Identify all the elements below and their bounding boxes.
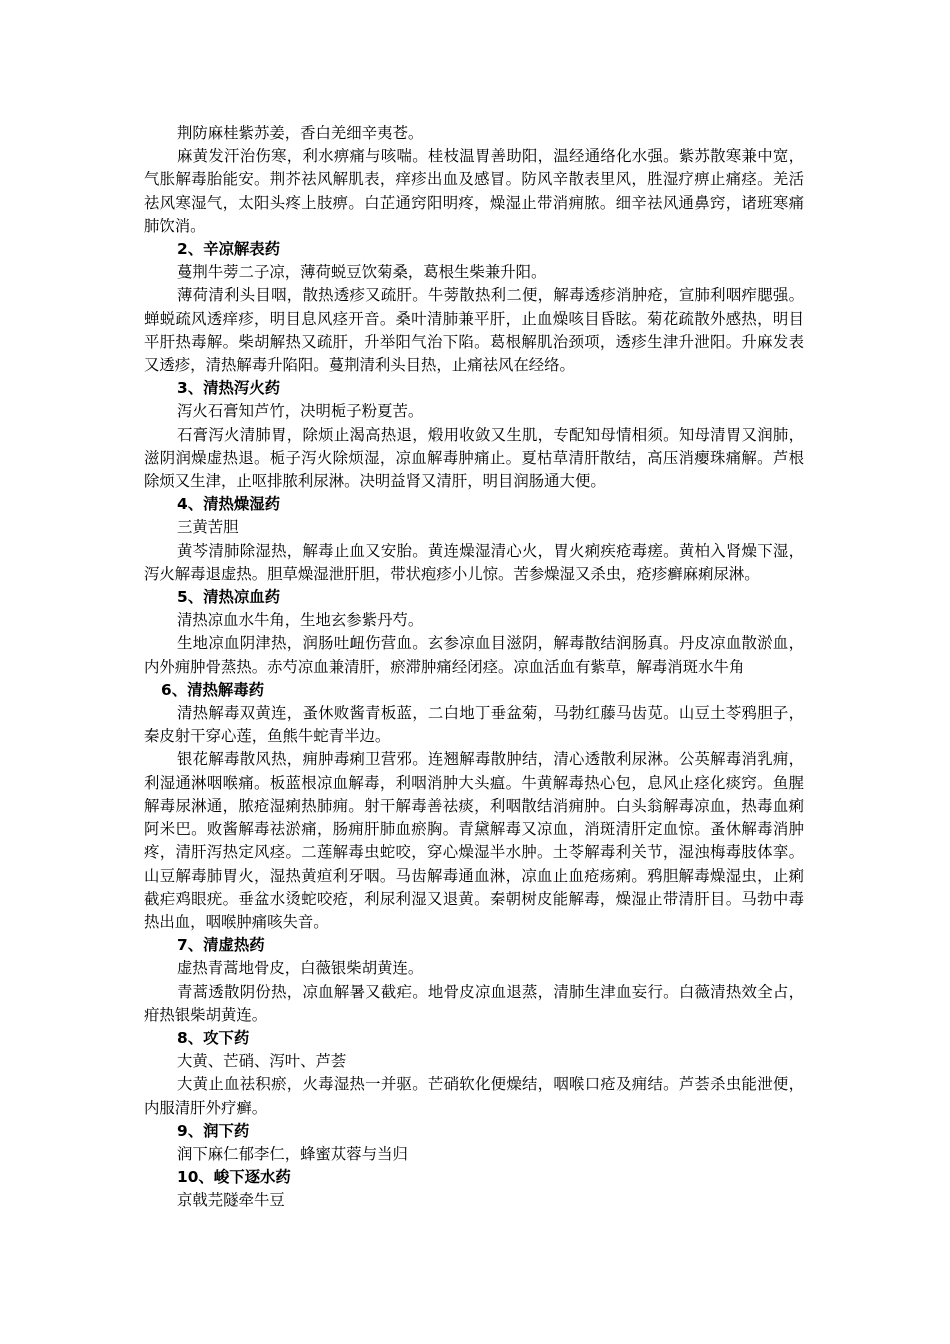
- paragraph-verse: 清热解毒双黄连，蚤休败酱青板蓝，二白地丁垂盆菊，马勃红藤马齿苋。山豆土苓鸦胆子，秦皮射干穿心莲，鱼熊牛蛇青半边。: [144, 704, 804, 746]
- section-heading: 2、辛凉解表药: [177, 240, 281, 259]
- paragraph: 大黄止血祛积瘀，火毒湿热一并驱。芒硝软化便燥结，咽喉口疮及痈结。芦荟杀虫能泄便，内服清肝外疗癣。: [144, 1075, 804, 1117]
- paragraph: 石膏泻火清肺胃，除烦止渴高热退，煅用收敛又生肌，专配知母情相须。知母清胃又润肺，滋阴润燥虚热退。栀子泻火除烦湿，凉血解毒肿痛止。夏枯草清肝散结，高压消瘿珠痛解。芦根除烦又生津，止呕排脓利尿淋。决明益肾又清肝，明目润肠通大便。: [144, 425, 804, 491]
- section-heading: 9、润下药: [177, 1121, 250, 1140]
- paragraph-verse: 荆防麻桂紫苏姜，香白羌细辛夷苍。: [177, 124, 424, 142]
- paragraph: 麻黄发汗治伤寒，利水痹痛与咳喘。桂枝温胃善助阳，温经通络化水强。紫苏散寒兼中宽，气胀解毒胎能安。荆芥祛风解肌表，痒疹出血及感冒。防风辛散表里风，胜湿疗痹止痛痉。羌活祛风寒湿气，太阳头疼上肢痹。白芷通窍阳明疼，燥湿止带消痈脓。细辛祛风通鼻窍，诸班寒痛肺饮消。: [144, 147, 804, 235]
- paragraph-verse: 京戟芫隧牵牛豆: [177, 1191, 285, 1210]
- section-heading: 6、清热解毒药: [161, 680, 265, 699]
- paragraph: 生地凉血阴津热，润肠吐衄伤营血。玄参凉血目滋阴，解毒散结润肠真。丹皮凉血散淤血，内外痈肿骨蒸热。赤芍凉血兼清肝，瘀滞肿痛经闭痉。凉血活血有紫草，解毒消斑水牛角: [144, 634, 804, 676]
- paragraph-verse: 润下麻仁郁李仁，蜂蜜苁蓉与当归: [177, 1144, 408, 1163]
- paragraph-verse: 三黄苦胆: [177, 518, 239, 537]
- paragraph-verse: 大黄、芒硝、泻叶、芦荟: [177, 1052, 347, 1071]
- section-heading: 10、峻下逐水药: [177, 1168, 291, 1187]
- paragraph: 黄芩清肺除湿热，解毒止血又安胎。黄连燥湿清心火，胃火痢疾疮毒瘥。黄柏入肾燥下湿，泻火解毒退虚热。胆草燥湿泄肝胆，带状疱疹小儿惊。苦参燥湿又杀虫，疮疹癣麻痢尿淋。: [144, 541, 804, 583]
- section-heading: 7、清虚热药: [177, 936, 265, 955]
- paragraph-verse: 虚热青蒿地骨皮，白薇银柴胡黄连。: [177, 959, 424, 978]
- section-heading: 5、清热凉血药: [177, 588, 281, 607]
- paragraph: 青蒿透散阴份热，凉血解暑又截疟。地骨皮凉血退蒸，清肺生津血妄行。白薇清热效全占，疳热银柴胡黄连。: [144, 982, 804, 1024]
- section-heading: 3、清热泻火药: [177, 379, 281, 398]
- section-heading: 8、攻下药: [177, 1028, 250, 1047]
- paragraph-verse: 蔓荆牛蒡二子凉，薄荷蜕豆饮菊桑，葛根生柴兼升阳。: [177, 263, 547, 282]
- paragraph-verse: 清热凉血水牛角，生地玄参紫丹芍。: [177, 611, 424, 630]
- paragraph-verse: 泻火石膏知芦竹，决明栀子粉夏苦。: [177, 402, 424, 421]
- document-body: [144, 122, 804, 1213]
- paragraph: 银花解毒散风热，痈肿毒痢卫营邪。连翘解毒散肿结，清心透散利尿淋。公英解毒消乳痈，利湿通淋咽喉痛。板蓝根凉血解毒，利咽消肿大头瘟。牛黄解毒热心包，息风止痉化痰窍。鱼腥解毒尿淋通，脓疮湿痢热肺痈。射干解毒善祛痰，利咽散结消痈肿。白头翁解毒凉血，热毒血痢阿米巴。败酱解毒祛淤痛，肠痈肝肺血瘀胸。青黛解毒又凉血，消斑清肝定血惊。蚤休解毒消肿疼，清肝泻热定风痉。二莲解毒虫蛇咬，穿心燥湿半水肿。土苓解毒利关节，湿浊梅毒肢体挛。山豆解毒肺胃火，湿热黄疸利牙咽。马齿解毒通血淋，凉血止血疮疡痢。鸦胆解毒燥湿虫，止痢截疟鸡眼疣。垂盆水烫蛇咬疮，利尿利湿又退黄。秦朝树皮能解毒，燥湿止带清肝目。马勃中毒热出血，咽喉肿痛咳失音。: [144, 750, 804, 931]
- paragraph: 薄荷清利头目咽，散热透疹又疏肝。牛蒡散热利二便，解毒透疹消肿疮，宣肺利咽痄腮强。蝉蜕疏风透痒疹，明目息风痉开音。桑叶清肺兼平肝，止血燥咳目昏眩。菊花疏散外感热，明目平肝热毒解。柴胡解热又疏肝，升举阳气治下陷。葛根解肌治颈项，透疹生津升泄阳。升麻发表又透疹，清热解毒升陷阳。蔓荆清利头目热，止痛祛风在经络。: [144, 286, 804, 375]
- section-heading: 4、清热燥湿药: [177, 495, 281, 514]
